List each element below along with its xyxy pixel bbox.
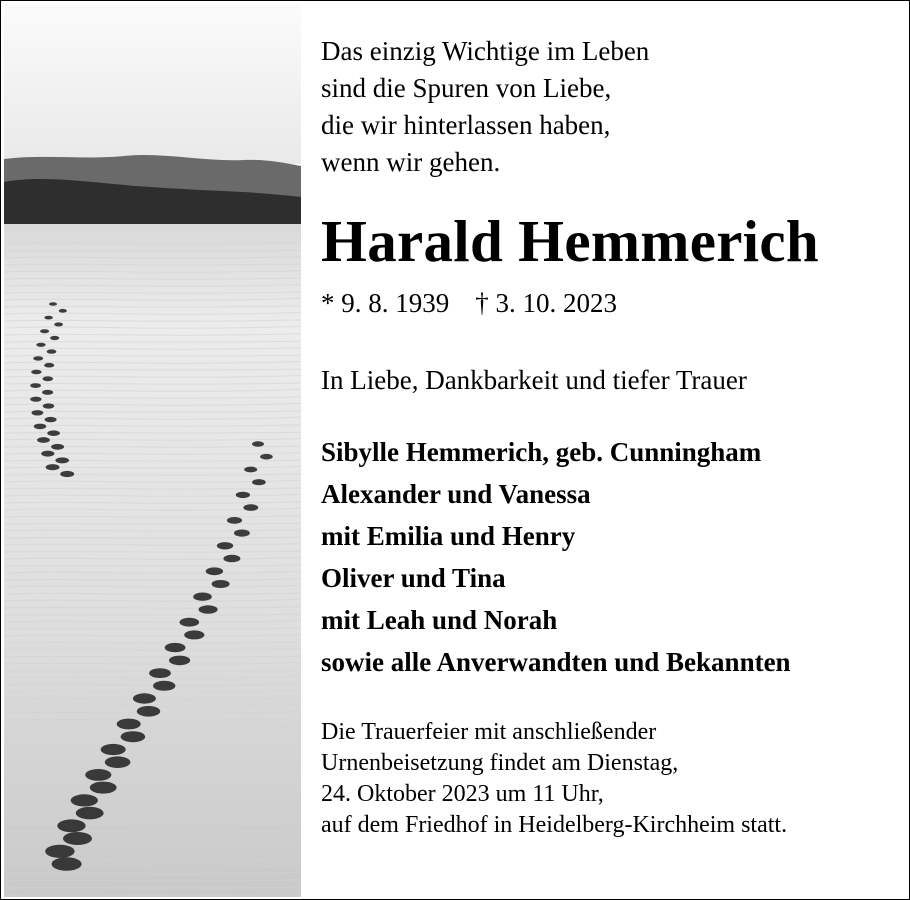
footprint <box>44 316 52 320</box>
service-line: Die Trauerfeier mit anschließender <box>321 719 657 745</box>
footprint <box>227 517 242 524</box>
footprint <box>244 467 257 473</box>
mourner-line: Sibylle Hemmerich, geb. Cunningham <box>321 437 762 467</box>
mourner-line: Alexander und Vanessa <box>321 479 591 509</box>
footprint <box>206 567 223 575</box>
footprint <box>31 370 41 375</box>
footprint <box>57 819 85 832</box>
footprint <box>236 492 250 498</box>
footprint <box>252 441 264 446</box>
footprint <box>37 437 50 443</box>
mourner-line: mit Leah und Norah <box>321 605 558 635</box>
poem-line: die wir hinterlassen haben, <box>321 110 611 140</box>
service-line: auf dem Friedhof in Heidelberg-Kirchheim statt. <box>321 812 788 838</box>
mourner-line: sowie alle Anverwandten und Bekannten <box>321 647 791 677</box>
mourning-intro: In Liebe, Dankbarkeit und tiefer Trauer <box>321 365 747 395</box>
footprint <box>260 454 273 460</box>
footprint <box>121 731 146 742</box>
footprint <box>184 630 204 639</box>
footprint <box>30 383 41 388</box>
footprint <box>212 580 230 588</box>
footprint <box>243 504 258 511</box>
footprint <box>55 457 69 463</box>
deceased-name: Harald Hemmerich <box>321 208 819 274</box>
footprint <box>76 807 104 820</box>
funeral-service-info <box>321 717 787 841</box>
wet-sand <box>4 224 301 897</box>
footprint <box>50 336 59 340</box>
poem-line: wenn wir gehen. <box>321 147 501 177</box>
service-line: Urnenbeisetzung findet am Dienstag, <box>321 750 679 776</box>
mourner-line: mit Emilia und Henry <box>321 521 576 551</box>
sky <box>4 4 301 164</box>
footprint <box>34 424 46 430</box>
footprint <box>59 309 67 313</box>
photo-illustration <box>4 4 301 897</box>
footprint <box>46 464 60 470</box>
poem-line: Das einzig Wichtige im Leben <box>321 36 650 66</box>
footprint <box>45 417 57 422</box>
footprint <box>85 769 111 781</box>
footprint <box>42 390 53 395</box>
footprint <box>90 782 117 794</box>
death-date: † 3. 10. 2023 <box>475 288 617 318</box>
birth-date: * 9. 8. 1939 <box>321 288 450 318</box>
footprint <box>60 471 74 477</box>
footprint <box>30 397 41 402</box>
footprint <box>234 530 250 537</box>
service-line: 24. Oktober 2023 um 11 Uhr, <box>321 781 604 807</box>
beach-footprints-photo <box>4 4 301 897</box>
mourners-list <box>321 431 791 683</box>
footprint <box>45 845 74 858</box>
footprint <box>169 656 190 666</box>
footprint <box>133 693 156 703</box>
footprint <box>43 403 55 408</box>
poem-line: sind die Spuren von Liebe, <box>321 73 612 103</box>
mourner-line: Oliver und Tina <box>321 563 506 593</box>
footprint <box>63 832 92 845</box>
footprint <box>40 329 49 333</box>
footprint <box>49 302 57 306</box>
footprint <box>105 756 131 768</box>
life-dates <box>321 286 617 320</box>
footprint <box>41 451 54 457</box>
footprint <box>44 363 54 368</box>
footprint <box>36 343 45 347</box>
footprint <box>71 794 98 806</box>
footprint <box>180 618 200 627</box>
footprint <box>137 706 160 717</box>
footprint <box>165 643 186 652</box>
footprint <box>217 542 233 549</box>
footprint <box>54 322 63 326</box>
footprint <box>101 744 126 755</box>
footprint <box>193 593 212 601</box>
footprint <box>223 555 240 563</box>
footprint <box>33 356 43 360</box>
footprint <box>32 410 44 415</box>
footprint <box>47 430 60 436</box>
footprint <box>153 681 175 691</box>
footprint <box>149 668 171 678</box>
footprint <box>117 719 141 730</box>
footprint <box>51 444 64 450</box>
footprint <box>52 857 82 871</box>
footprint <box>252 479 266 485</box>
footprint <box>199 605 218 614</box>
memorial-poem <box>321 33 649 181</box>
footprint <box>47 349 57 353</box>
footprint <box>43 376 54 381</box>
